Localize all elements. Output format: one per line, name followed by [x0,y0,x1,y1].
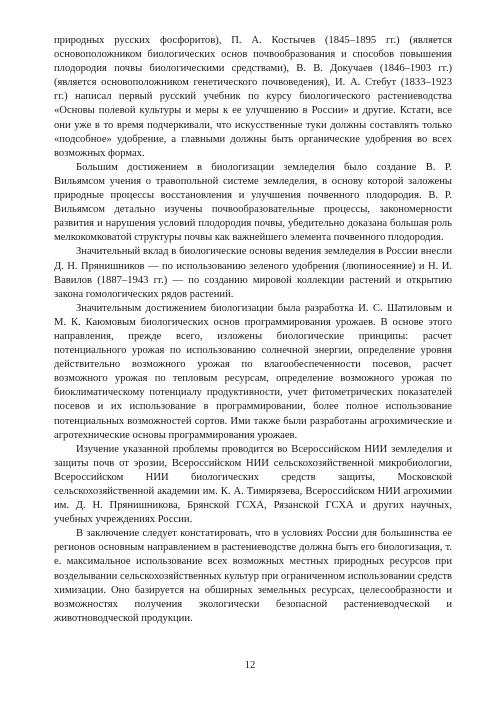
paragraph-pryanishnikov-vavilov: Значительный вклад в биологические основы ведения земледелия в России внесли Д. Н. Прянишников — по использованию зеленого удобрения (люпиносеяние) и Н. И. Вавилов (1887–1943 гг.) — по созданию мировой коллекции растений и открытию закона гомологических рядов растений. [54,246,452,300]
paragraph-continuation: природных русских фосфоритов), П. А. Костычев (1845–1895 гг.) (является основоположником биологических основ почвообразования и способов повышения плодородия почвы биологическими средствами), В. В. Докучаев (1846–1903 гг.) (является основоположником генетического почвоведения), И. А. Стебут (1833–1923 гг.) написал первый русский учебник по курсу биологического растениеводства «Основы полевой культуры и меры к ее улучшению в России» и другие. Кстати, все они уже в то время подчеркивали, что искусственные туки должны составлять только «подсобное» удобрение, а главными должны быть органические удобрения во всех возможных формах. [54,35,452,159]
body-text [54,34,452,626]
paragraph-conclusion: В заключение следует констатировать, что в условиях России для большинства ее регионов основным направлением в растениеводстве должна быть его биологизация, т. е. максимальное использование всех возможных местных природных ресурсов при возделывании сельскохозяйственных культур при ограниченном использовании средств химизации. Оно базируется на обширных земельных ресурсах, целесообразности и возможностях получения экологически безопасной растениеводческой и животноводческой продукции. [54,528,452,624]
paragraph-programming-yields: Значительным достижением биологизации была разработка И. С. Шатиловым и М. К. Каюмовым биологических основ программирования урожаев. В основе этого направления, прежде всего, изложены биологические принципы: расчет потенциального урожая по использованию солнечной энергии, определение уровня действительно возможного урожая по влагообеспеченности посевов, расчет возможного урожая по тепловым ресурсам, определение возможного урожая по биоклиматическому потенциалу продуктивности, учет фитометрических показателей посевов и их использование в программировании, более полное использование потенциальных возможностей сортов. Ими также были разработаны агрохимические и агротехнические основы программирования урожаев. [54,302,452,441]
paragraph-williams: Большим достижением в биологизации земледелия было создание В. Р. Вильямсом учения о травопольной системе земледелия, в основу которой заложены природные процессы восстановления и улучшения почвенного плодородия. В. Р. Вильямсом детально изучены почвообразовательные процессы, закономерности развития и нарушения условий плодородия почвы, убедительно доказана большая роль мелкокомковатой структуры почвы как важнейшего элемента почвенного плодородия. [54,161,452,244]
paragraph-research-institutes: Изучение указанной проблемы проводится во Всероссийском НИИ земледелия и защиты почв от эрозии, Всероссийском НИИ сельскохозяйственной микробиологии, Всероссийском НИИ биологических средств защиты, Московской сельскохозяйственной академии им. К. А. Тимирязева, Всероссийском НИИ агрохимии им. Д. Н. Прянишникова, Брянской ГСХА, Рязанской ГСХА и других научных, учебных учреждениях России. [54,443,452,526]
page-number: 12 [244,660,256,671]
